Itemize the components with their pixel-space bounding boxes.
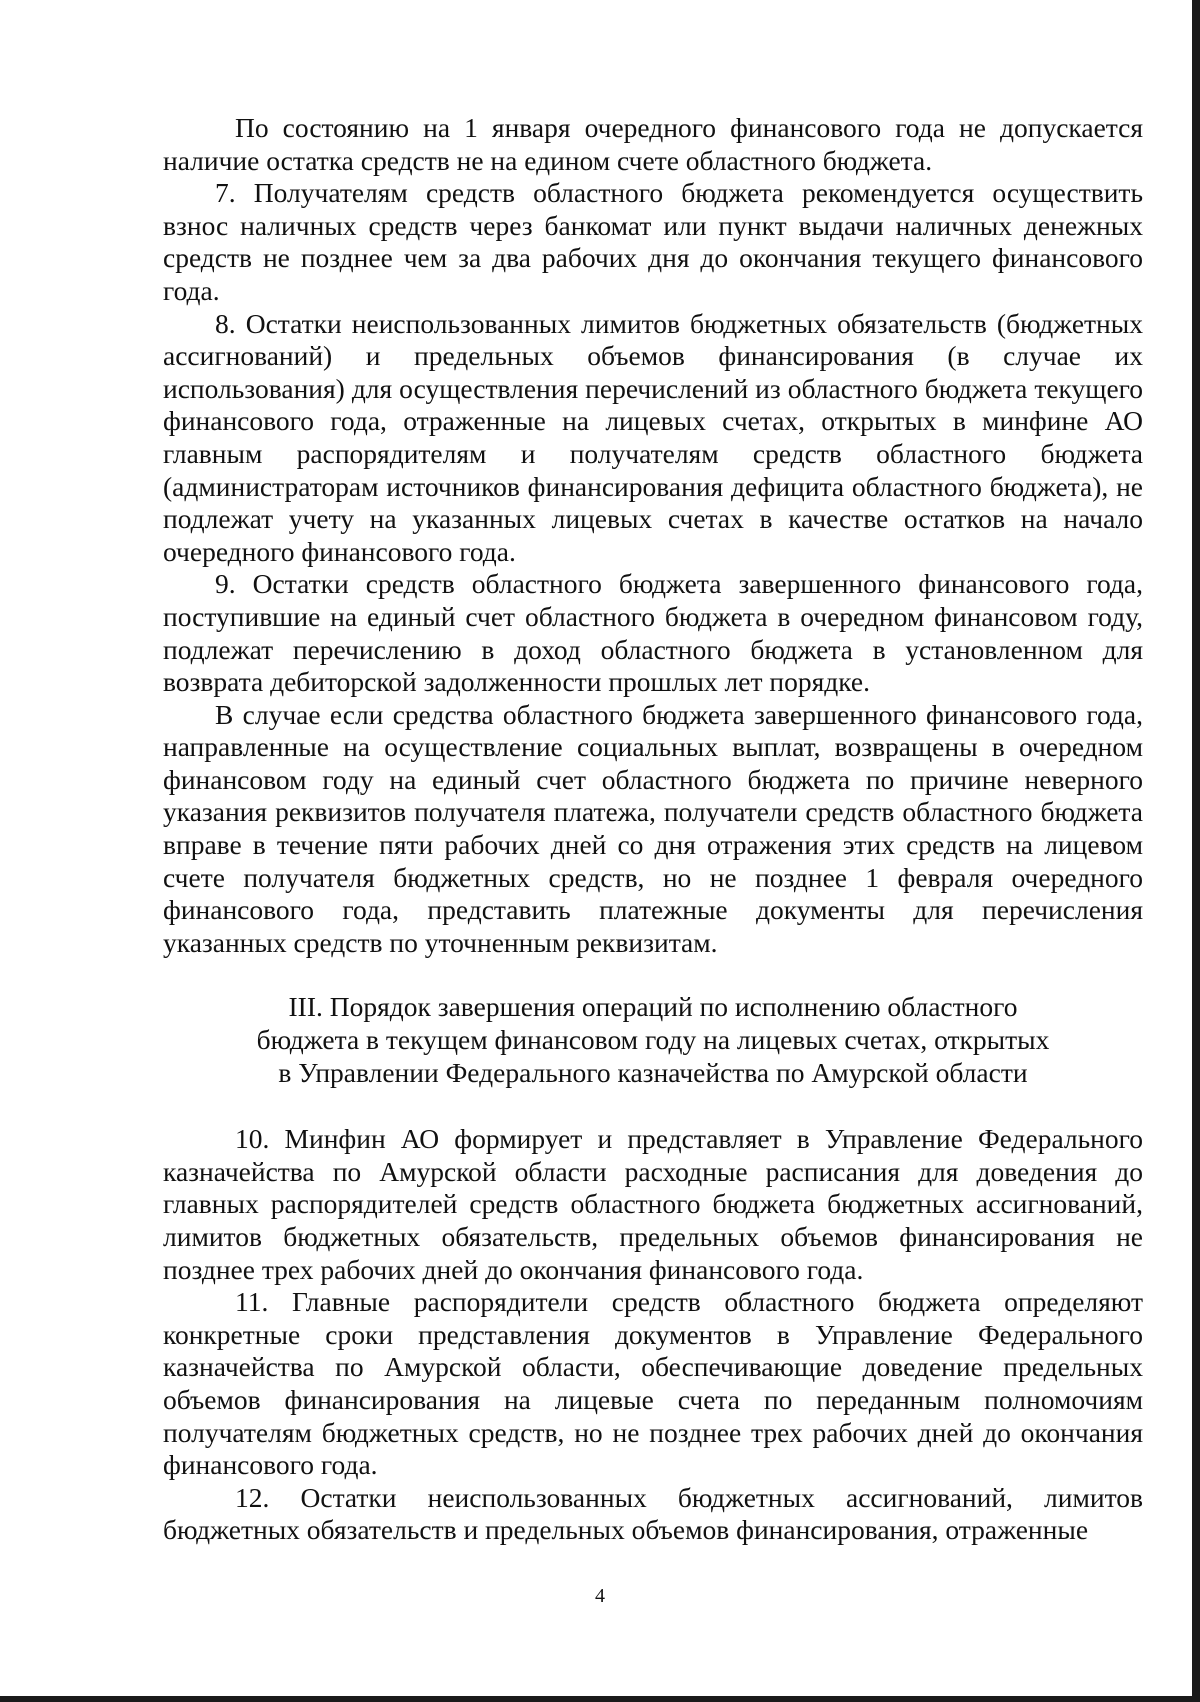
section-heading-line: бюджета в текущем финансовом году на лицевых счетах, открытых [256,1024,1050,1056]
paragraph-item-8: 8. Остатки неиспользованных лимитов бюджетных обязательств (бюджетных ассигнований) и предельных объемов финансирования (в случае их использования) для осуществления перечислений из областного бюджета текущего финансового года, отраженные на лицевых счетах, открытых в минфине АО главным распорядителям и получателям средств областного бюджета (администраторам источников финансирования дефицита областного бюджета), не подлежат учету на указанных лицевых счетах в качестве остатков на начало очередного финансового года. [163,307,1143,567]
section-heading-line: в Управлении Федерального казначейства по Амурской области [278,1056,1028,1088]
section-heading [163,991,1143,1089]
paragraph-item-9: 9. Остатки средств областного бюджета завершенного финансового года, поступившие на единый счет областного бюджета в очередном финансовом году, подлежат перечислению в доход областного бюджета в установленном для возврата дебиторской задолженности прошлых лет порядке. [163,568,1143,698]
scan-edge-bottom [0,1696,1200,1702]
paragraph-balance-january: По состоянию на 1 января очередного финансового года не допускается наличие остатка средств не на едином счете областного бюджета. [163,112,1143,176]
document-body [163,112,1143,1547]
paragraph-item-7: 7. Получателям средств областного бюджета рекомендуется осуществить взнос наличных средств через банкомат или пункт выдачи наличных денежных средств не позднее чем за два рабочих дня до окончания текущего финансового года. [163,177,1143,306]
page-number: 4 [595,1585,605,1607]
paragraph-social-payments: В случае если средства областного бюджета завершенного финансового года, направленные на осуществление социальных выплат, возвращены в очередном финансовом году на единый счет областного бюджета по причине неверного указания реквизитов получателя платежа, получатели средств областного бюджета вправе в течение пяти рабочих дней со дня отражения этих средств на лицевом счете получателя бюджетных средств, но не позднее 1 февраля очередного финансового года, представить платежные документы для перечисления указанных средств по уточненным реквизитам. [163,698,1143,958]
paragraph-item-10: 10. Минфин АО формирует и представляет в Управление Федерального казначейства по Амурской области расходные расписания для доведения до главных распорядителей средств областного бюджета бюджетных ассигнований, лимитов бюджетных обязательств, предельных объемов финансирования не позднее трех рабочих дней до окончания финансового года. [163,1123,1143,1285]
paragraph-item-11: 11. Главные распорядители средств областного бюджета определяют конкретные сроки представления документов в Управление Федерального казначейства по Амурской области, обеспечивающие доведение предельных объемов финансирования на лицевые счета по переданным полномочиям получателям бюджетных средств, но не позднее трех рабочих дней до окончания финансового года. [163,1286,1143,1481]
scan-edge-right [1192,0,1200,1702]
section-heading-line: III. Порядок завершения операций по исполнению областного [288,991,1018,1023]
paragraph-item-12: 12. Остатки неиспользованных бюджетных ассигнований, лимитов бюджетных обязательств и предельных объемов финансирования, отраженные [163,1481,1143,1546]
